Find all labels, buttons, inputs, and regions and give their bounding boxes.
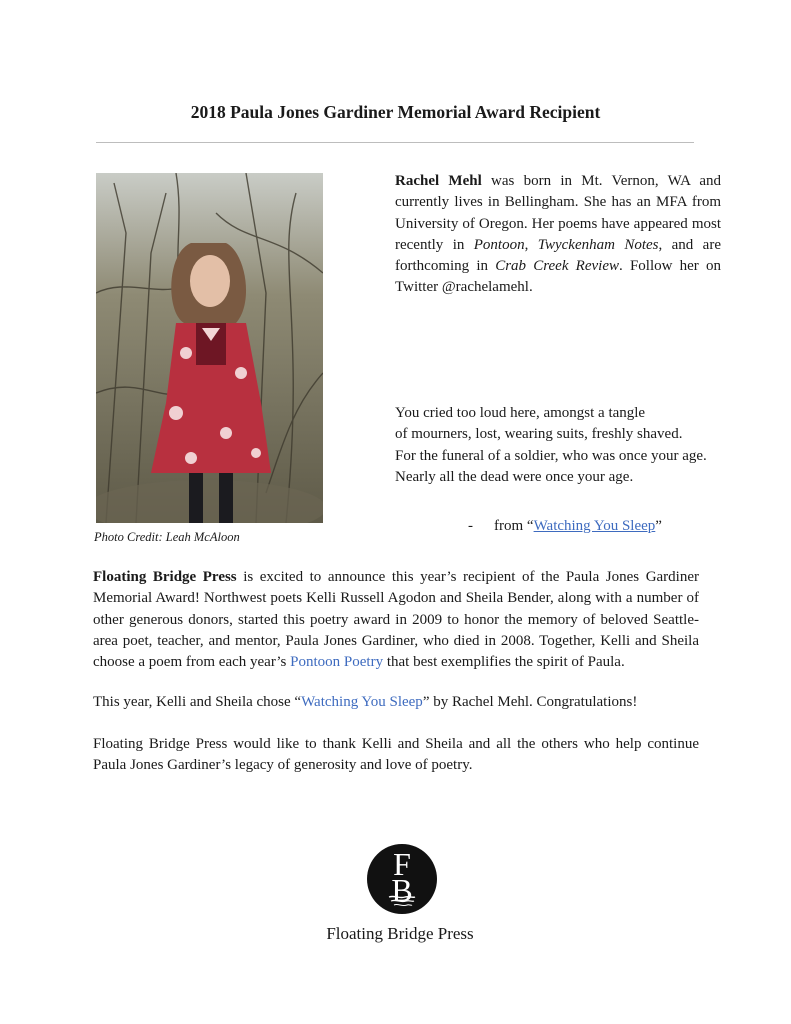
author-photo bbox=[96, 173, 323, 523]
poem-line: Nearly all the dead were once your age. bbox=[395, 468, 634, 485]
logo-letter-b: B bbox=[391, 872, 413, 908]
pontoon-poetry-link[interactable]: Pontoon Poetry bbox=[290, 654, 384, 671]
poem-line: For the funeral of a soldier, who was once your age. bbox=[395, 447, 707, 464]
journal-title: Twyckenham Notes bbox=[537, 236, 659, 253]
announcement-paragraph: Floating Bridge Press is excited to announce this year’s recipient of the Paula Jones Gardiner Memorial Award! Northwest poets Kelli Russell Agodon and Sheila Bender, along with a number of other generous donors, started this poetry award in 2009 to honor the memory of beloved Seattle-area poet, teacher, and mentor, Paula Jones Gardiner, who died in 2008. Together, Kelli and Sheila choose a poem from each year’s Pontoon Poetry that best exemplifies the spirit of Paula. bbox=[93, 569, 699, 671]
press-logo bbox=[367, 844, 437, 914]
journal-title: Crab Creek Review bbox=[495, 258, 619, 275]
poem-line: of mourners, lost, wearing suits, freshly shaved. bbox=[395, 426, 683, 443]
wave-icon bbox=[387, 894, 417, 908]
page-title: 2018 Paula Jones Gardiner Memorial Award Recipient bbox=[190, 102, 601, 122]
author-bio: Rachel Mehl was born in Mt. Vernon, WA and currently lives in Bellingham. She has an MFA from University of Oregon. Her poems have appeared most recently in Pontoon, Twyckenham Notes, and are forthcoming in Crab Creek Review. Follow her on Twitter @rachelamehl. bbox=[395, 173, 722, 296]
press-wordmark: Floating Bridge Press bbox=[326, 924, 474, 943]
selection-paragraph: This year, Kelli and Sheila chose “Watching You Sleep” by Rachel Mehl. Congratulations! bbox=[93, 694, 638, 710]
poem-excerpt bbox=[395, 403, 735, 488]
thanks-paragraph: Floating Bridge Press would like to thank Kelli and Sheila and all the others who help continue Paula Jones Gardiner’s legacy of generosity and love of poetry. bbox=[93, 736, 699, 774]
author-name: Rachel Mehl bbox=[395, 173, 482, 189]
title-divider bbox=[96, 142, 694, 143]
journal-title: Pontoon bbox=[473, 236, 525, 253]
photo-credit: Photo Credit: Leah McAloon bbox=[94, 530, 240, 544]
poem-line: You cried too loud here, amongst a tangle bbox=[395, 405, 646, 421]
logo-letter-f: F bbox=[393, 846, 411, 882]
press-name: Floating Bridge Press bbox=[93, 569, 237, 585]
watching-you-sleep-link[interactable]: Watching You Sleep bbox=[533, 518, 656, 534]
poem-attribution: - from “Watching You Sleep” bbox=[468, 518, 662, 534]
watching-you-sleep-link[interactable]: Watching You Sleep bbox=[301, 694, 423, 710]
